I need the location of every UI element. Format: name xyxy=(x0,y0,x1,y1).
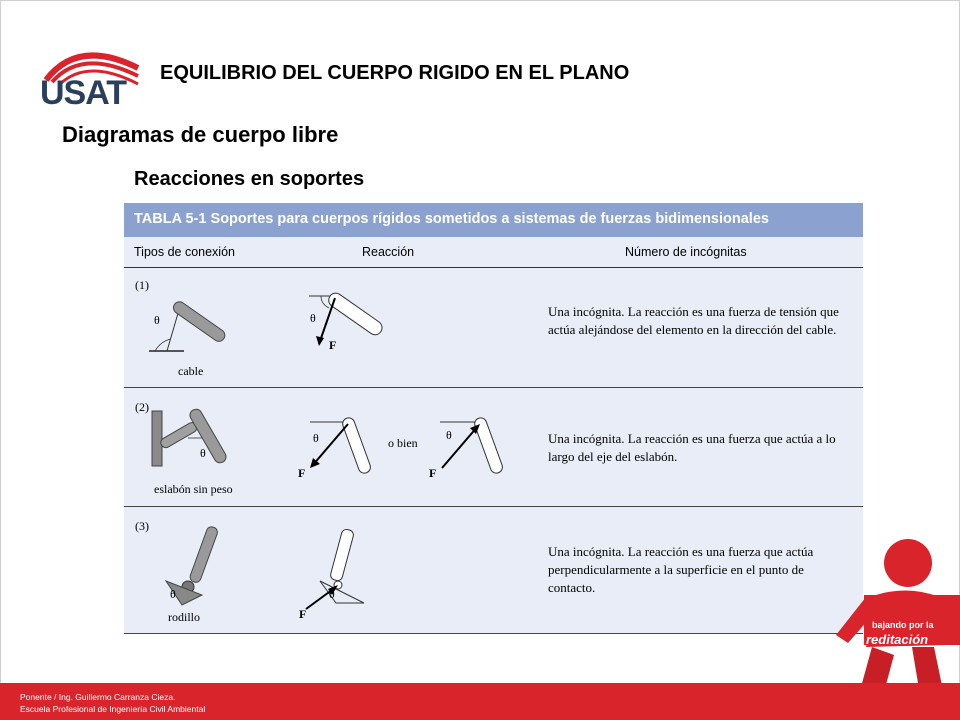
theta-label: θ xyxy=(200,446,206,460)
theta-label: θ xyxy=(310,311,316,325)
column-header-unknowns: Número de incógnitas xyxy=(625,245,747,259)
column-header-row xyxy=(124,237,863,268)
footer-presenter: Ponente / Ing. Guillermo Carranza Cieza. xyxy=(20,692,176,702)
row-number: (2) xyxy=(135,400,149,414)
slide-title: EQUILIBRIO DEL CUERPO RIGIDO EN EL PLANO xyxy=(160,62,630,84)
connection-caption: eslabón sin peso xyxy=(154,482,233,496)
connection-caption: rodillo xyxy=(168,610,200,624)
row-number: (1) xyxy=(135,278,149,292)
footer-school: Escuela Profesional de Ingeniería Civil Ambiental xyxy=(20,704,206,714)
link-reaction-diagram-2 xyxy=(434,416,514,476)
theta-label: θ xyxy=(313,431,319,445)
theta-label: θ xyxy=(446,428,452,442)
row-number: (3) xyxy=(135,519,149,533)
logo-text: USAT xyxy=(40,74,127,112)
supports-table xyxy=(124,203,863,635)
force-label: F xyxy=(298,466,306,480)
theta-label: θ xyxy=(154,313,160,327)
mascot-text-line2: reditación xyxy=(866,632,929,647)
force-label: F xyxy=(429,466,437,480)
slide-subtitle: Diagramas de cuerpo libre xyxy=(62,122,339,147)
section-heading: Reacciones en soportes xyxy=(134,168,365,190)
table-title: TABLA 5-1 Soportes para cuerpos rígidos sometidos a sistemas de fuerzas bidimensionales xyxy=(134,211,769,227)
column-header-connection: Tipos de conexión xyxy=(134,245,235,259)
theta-label: θ xyxy=(329,587,335,601)
force-label: F xyxy=(299,607,307,621)
table-row xyxy=(124,268,863,388)
row-description: Una incógnita. La reacción es una fuerza que actúa a lo largo del eje del eslabón. xyxy=(548,431,836,464)
force-label: F xyxy=(329,338,337,352)
alternative-label: o bien xyxy=(388,436,418,450)
row-description: Una incógnita. La reacción es una fuerza de tensión que actúa alejándose del elemento en la dirección del cable. xyxy=(548,304,839,337)
connection-caption: cable xyxy=(178,364,204,378)
link-reaction-diagram-1 xyxy=(304,416,384,476)
roller-reaction-diagram xyxy=(300,527,390,617)
mascot-text-line1: bajando por la xyxy=(872,620,934,630)
table-header xyxy=(124,203,863,238)
column-header-reaction: Reacción xyxy=(362,245,415,259)
link-connection-illustration xyxy=(152,406,242,476)
row-description: Una incógnita. La reacción es una fuerza que actúa perpendicularmente a la superficie en el punto de contacto. xyxy=(548,544,814,595)
table-row xyxy=(124,388,863,507)
theta-label: θ xyxy=(170,587,176,601)
table-row xyxy=(124,507,863,634)
